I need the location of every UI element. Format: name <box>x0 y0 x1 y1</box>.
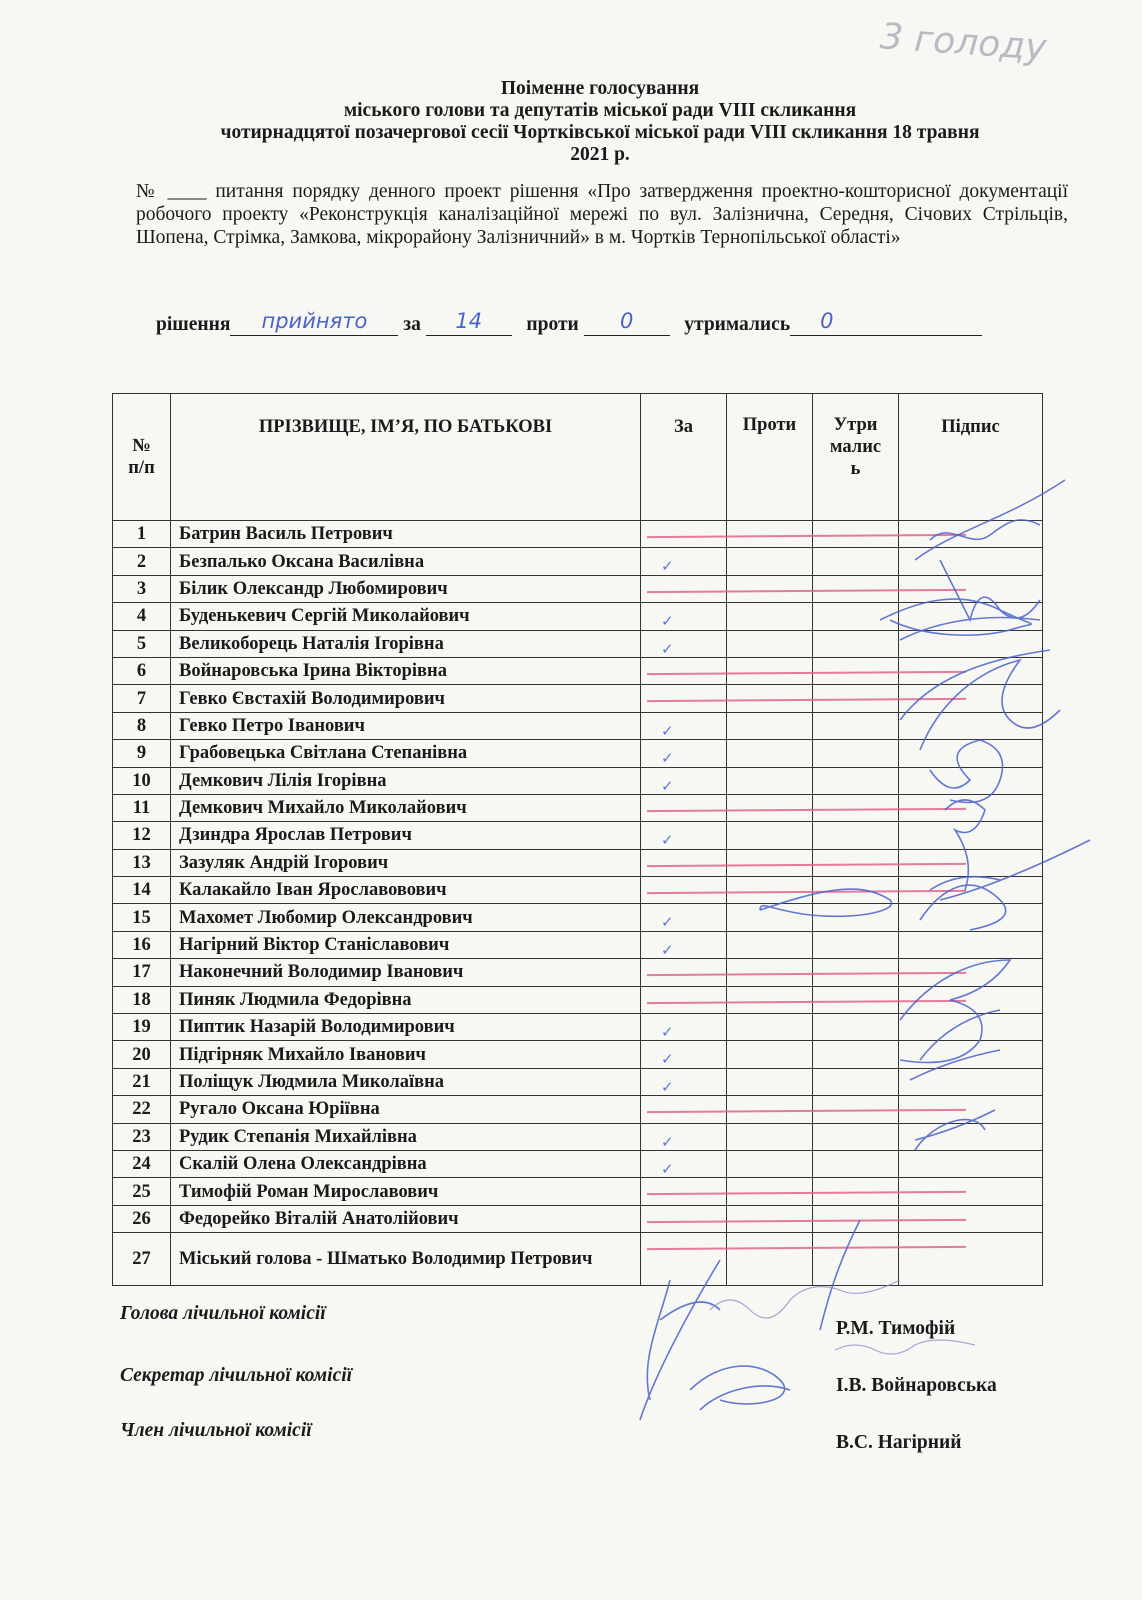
vote-abstained-cell <box>813 1041 899 1068</box>
vote-abstained-cell <box>813 1150 899 1177</box>
deputy-name: Ругало Оксана Юріївна <box>171 1096 641 1123</box>
handwritten-corner-note: 3 голоду <box>878 16 1048 69</box>
table-row <box>113 1150 1043 1177</box>
table-row <box>113 521 1043 548</box>
table-row <box>113 740 1043 767</box>
table-row <box>113 603 1043 630</box>
vote-against-cell <box>727 548 813 575</box>
vote-for-cell <box>641 712 727 739</box>
row-number: 21 <box>113 1068 171 1095</box>
signature-cell <box>899 712 1043 739</box>
table-row <box>113 877 1043 904</box>
signature-cell <box>899 740 1043 767</box>
row-number: 25 <box>113 1178 171 1205</box>
deputy-name: Білик Олександр Любомирович <box>171 575 641 602</box>
signature-cell <box>899 1014 1043 1041</box>
vote-abstained-cell <box>813 1068 899 1095</box>
table-row <box>113 1068 1043 1095</box>
row-number: 19 <box>113 1014 171 1041</box>
vote-for-cell <box>641 931 727 958</box>
deputy-name: Скалій Олена Олександрівна <box>171 1150 641 1177</box>
header-name: ПРІЗВИЩЕ, ІМ’Я, ПО БАТЬКОВІ <box>171 394 641 521</box>
chair-name: Р.М. Тимофій <box>836 1318 956 1339</box>
vote-for-cell <box>641 877 727 904</box>
header-subtitle: міського голови та депутатів міської ради VIII скликання <box>343 100 857 121</box>
vote-abstained-cell <box>813 767 899 794</box>
for-label: за <box>403 314 421 335</box>
header-abstained: Утрималис ь <box>813 394 899 521</box>
vote-for-cell <box>641 1233 727 1286</box>
vote-against-cell <box>727 986 813 1013</box>
row-number: 24 <box>113 1150 171 1177</box>
deputy-name: Безпалько Оксана Василівна <box>171 548 641 575</box>
deputy-name: Буденькевич Сергій Миколайович <box>171 603 641 630</box>
deputy-name: Міський голова - Шматько Володимир Петрович <box>171 1233 641 1286</box>
signature-cell <box>899 767 1043 794</box>
table-row <box>113 548 1043 575</box>
decision-label: рішення <box>156 314 231 335</box>
vote-abstained-cell <box>813 1014 899 1041</box>
for-count: 14 <box>455 309 483 333</box>
row-number: 4 <box>113 603 171 630</box>
table-row <box>113 931 1043 958</box>
row-number: 10 <box>113 767 171 794</box>
table-row <box>113 657 1043 684</box>
header-against: Проти <box>727 394 813 521</box>
decision-line <box>156 309 982 336</box>
vote-against-cell <box>727 1150 813 1177</box>
deputy-name: Рудик Степанія Михайлівна <box>171 1123 641 1150</box>
row-number: 1 <box>113 521 171 548</box>
row-number: 23 <box>113 1123 171 1150</box>
deputy-name: Тимофій Роман Мирославович <box>171 1178 641 1205</box>
vote-for-cell <box>641 1096 727 1123</box>
table-row <box>113 904 1043 931</box>
table-row <box>113 1041 1043 1068</box>
vote-against-cell <box>727 1041 813 1068</box>
vote-for-cell <box>641 1150 727 1177</box>
vote-for-cell <box>641 986 727 1013</box>
vote-for-cell <box>641 959 727 986</box>
checkmark-icon: ✓ <box>661 1077 674 1096</box>
vote-against-cell <box>727 740 813 767</box>
vote-for-cell <box>641 849 727 876</box>
table-row <box>113 1205 1043 1232</box>
header-session: чотирнадцятої позачергової сесії Чортківської міської ради VIII скликання 18 травня <box>220 122 980 143</box>
vote-for-cell <box>641 1205 727 1232</box>
header-signature: Підпис <box>899 394 1043 521</box>
deputy-name: Нагірний Віктор Станіславович <box>171 931 641 958</box>
vote-abstained-cell <box>813 822 899 849</box>
checkmark-icon: ✓ <box>661 1050 674 1069</box>
abstained-label: утримались <box>684 314 791 335</box>
vote-for-cell <box>641 1041 727 1068</box>
checkmark-icon: ✓ <box>661 940 674 959</box>
signature-cell <box>899 548 1043 575</box>
against-count: 0 <box>619 309 634 333</box>
checkmark-icon: ✓ <box>661 776 674 795</box>
document-header <box>130 78 1070 166</box>
row-number: 22 <box>113 1096 171 1123</box>
vote-for-cell <box>641 822 727 849</box>
deputy-name: Гевко Петро Іванович <box>171 712 641 739</box>
vote-against-cell <box>727 822 813 849</box>
row-number: 8 <box>113 712 171 739</box>
row-number: 3 <box>113 575 171 602</box>
table-row <box>113 1096 1043 1123</box>
signature-cell <box>899 1041 1043 1068</box>
deputy-name: Федорейко Віталій Анатолійович <box>171 1205 641 1232</box>
vote-against-cell <box>727 1233 813 1286</box>
checkmark-icon: ✓ <box>661 831 674 850</box>
row-number: 27 <box>113 1233 171 1286</box>
vote-for-cell <box>641 1123 727 1150</box>
table-row <box>113 575 1043 602</box>
signature-cell <box>899 603 1043 630</box>
member-name: В.С. Нагірний <box>836 1432 962 1453</box>
vote-against-cell <box>727 1205 813 1232</box>
vote-for-cell <box>641 685 727 712</box>
table-row <box>113 685 1043 712</box>
checkmark-icon: ✓ <box>661 913 674 932</box>
row-number: 16 <box>113 931 171 958</box>
vote-abstained-cell <box>813 1233 899 1286</box>
checkmark-icon: ✓ <box>661 721 674 740</box>
secretary-label: Секретар лічильної комісії <box>120 1365 353 1386</box>
vote-for-cell <box>641 603 727 630</box>
vote-for-cell <box>641 575 727 602</box>
signature-cell <box>899 1233 1043 1286</box>
vote-against-cell <box>727 767 813 794</box>
table-row <box>113 1233 1043 1286</box>
checkmark-icon: ✓ <box>661 557 674 576</box>
vote-abstained-cell <box>813 630 899 657</box>
vote-against-cell <box>727 603 813 630</box>
deputy-name: Махомет Любомир Олександрович <box>171 904 641 931</box>
vote-rows <box>113 521 1043 1286</box>
row-number: 18 <box>113 986 171 1013</box>
agenda-question: № ____ питання порядку денного проект рішення «Про затвердження проектно-кошторисної документації робочого проекту «Реконструкція каналізаційної мережі по вул. Залізнична, Середня, Січових Стрільців, Шопена, Стрімка, Замкова, мікрорайону Залізничний» в м. Чортків Тернопільської області» <box>136 181 1068 248</box>
row-number: 9 <box>113 740 171 767</box>
vote-abstained-cell <box>813 548 899 575</box>
vote-for-cell <box>641 1014 727 1041</box>
row-number: 11 <box>113 794 171 821</box>
table-header-row <box>113 394 1043 521</box>
checkmark-icon: ✓ <box>661 612 674 631</box>
vote-for-cell <box>641 657 727 684</box>
table-row <box>113 959 1043 986</box>
vote-abstained-cell <box>813 603 899 630</box>
vote-for-cell <box>641 1068 727 1095</box>
abstained-blank <box>790 309 982 336</box>
deputy-name: Великоборець Наталія Ігорівна <box>171 630 641 657</box>
signature-cell <box>899 822 1043 849</box>
deputy-name: Поліщук Людмила Миколаївна <box>171 1068 641 1095</box>
signature-cell <box>899 1123 1043 1150</box>
deputy-name: Демкович Лілія Ігорівна <box>171 767 641 794</box>
vote-table <box>112 393 1043 1286</box>
row-number: 2 <box>113 548 171 575</box>
table-row <box>113 849 1043 876</box>
signature-cell <box>899 1068 1043 1095</box>
checkmark-icon: ✓ <box>661 1159 674 1178</box>
vote-against-cell <box>727 712 813 739</box>
signature-cell <box>899 1150 1043 1177</box>
vote-for-cell <box>641 521 727 548</box>
table-row <box>113 1123 1043 1150</box>
vote-against-cell <box>727 1014 813 1041</box>
deputy-name: Пиняк Людмила Федорівна <box>171 986 641 1013</box>
deputy-name: Демкович Михайло Миколайович <box>171 794 641 821</box>
row-number: 17 <box>113 959 171 986</box>
deputy-name: Наконечний Володимир Іванович <box>171 959 641 986</box>
signature-cell <box>899 931 1043 958</box>
vote-against-cell <box>727 1123 813 1150</box>
deputy-name: Войнаровська Ірина Вікторівна <box>171 657 641 684</box>
for-blank <box>426 309 512 336</box>
row-number: 15 <box>113 904 171 931</box>
deputy-name: Пиптик Назарій Володимирович <box>171 1014 641 1041</box>
header-num: № п/п <box>113 394 171 521</box>
deputy-name: Підгірняк Михайло Іванович <box>171 1041 641 1068</box>
checkmark-icon: ✓ <box>661 749 674 768</box>
vote-against-cell <box>727 904 813 931</box>
deputy-name: Гевко Євстахій Володимирович <box>171 685 641 712</box>
row-number: 7 <box>113 685 171 712</box>
row-number: 13 <box>113 849 171 876</box>
vote-against-cell <box>727 630 813 657</box>
member-label: Член лічильної комісії <box>120 1420 312 1441</box>
vote-for-cell <box>641 740 727 767</box>
against-blank <box>584 309 670 336</box>
table-row <box>113 767 1043 794</box>
row-number: 14 <box>113 877 171 904</box>
secretary-name: І.В. Войнаровська <box>836 1375 997 1396</box>
abstained-count: 0 <box>820 309 834 333</box>
vote-for-cell <box>641 767 727 794</box>
vote-against-cell <box>727 1068 813 1095</box>
vote-for-cell <box>641 904 727 931</box>
table-row <box>113 822 1043 849</box>
chair-label: Голова лічильної комісії <box>120 1303 326 1324</box>
vote-for-cell <box>641 548 727 575</box>
vote-abstained-cell <box>813 931 899 958</box>
row-number: 26 <box>113 1205 171 1232</box>
vote-against-cell <box>727 931 813 958</box>
deputy-name: Зазуляк Андрій Ігорович <box>171 849 641 876</box>
vote-abstained-cell <box>813 1123 899 1150</box>
row-number: 20 <box>113 1041 171 1068</box>
vote-against-cell <box>727 575 813 602</box>
vote-for-cell <box>641 1178 727 1205</box>
vote-for-cell <box>641 794 727 821</box>
header-for: За <box>641 394 727 521</box>
deputy-name: Батрин Василь Петрович <box>171 521 641 548</box>
checkmark-icon: ✓ <box>661 1132 674 1151</box>
row-number: 5 <box>113 630 171 657</box>
vote-against-cell <box>727 849 813 876</box>
table-row <box>113 1178 1043 1205</box>
deputy-name: Калакайло Іван Ярославовович <box>171 877 641 904</box>
decision-blank <box>230 309 398 336</box>
against-label: проти <box>526 314 579 335</box>
signature-cell <box>899 630 1043 657</box>
row-number: 6 <box>113 657 171 684</box>
deputy-name: Грабовецька Світлана Степанівна <box>171 740 641 767</box>
signature-cell <box>899 904 1043 931</box>
table-row <box>113 1014 1043 1041</box>
table-row <box>113 986 1043 1013</box>
deputy-name: Дзиндра Ярослав Петрович <box>171 822 641 849</box>
table-row <box>113 712 1043 739</box>
checkmark-icon: ✓ <box>661 639 674 658</box>
table-row <box>113 794 1043 821</box>
header-year: 2021 р. <box>570 144 630 165</box>
row-number: 12 <box>113 822 171 849</box>
vote-abstained-cell <box>813 740 899 767</box>
vote-abstained-cell <box>813 904 899 931</box>
checkmark-icon: ✓ <box>661 1023 674 1042</box>
vote-abstained-cell <box>813 712 899 739</box>
header-title: Поіменне голосування <box>500 78 700 99</box>
vote-for-cell <box>641 630 727 657</box>
table-row <box>113 630 1043 657</box>
decision-value: прийнято <box>261 309 368 333</box>
